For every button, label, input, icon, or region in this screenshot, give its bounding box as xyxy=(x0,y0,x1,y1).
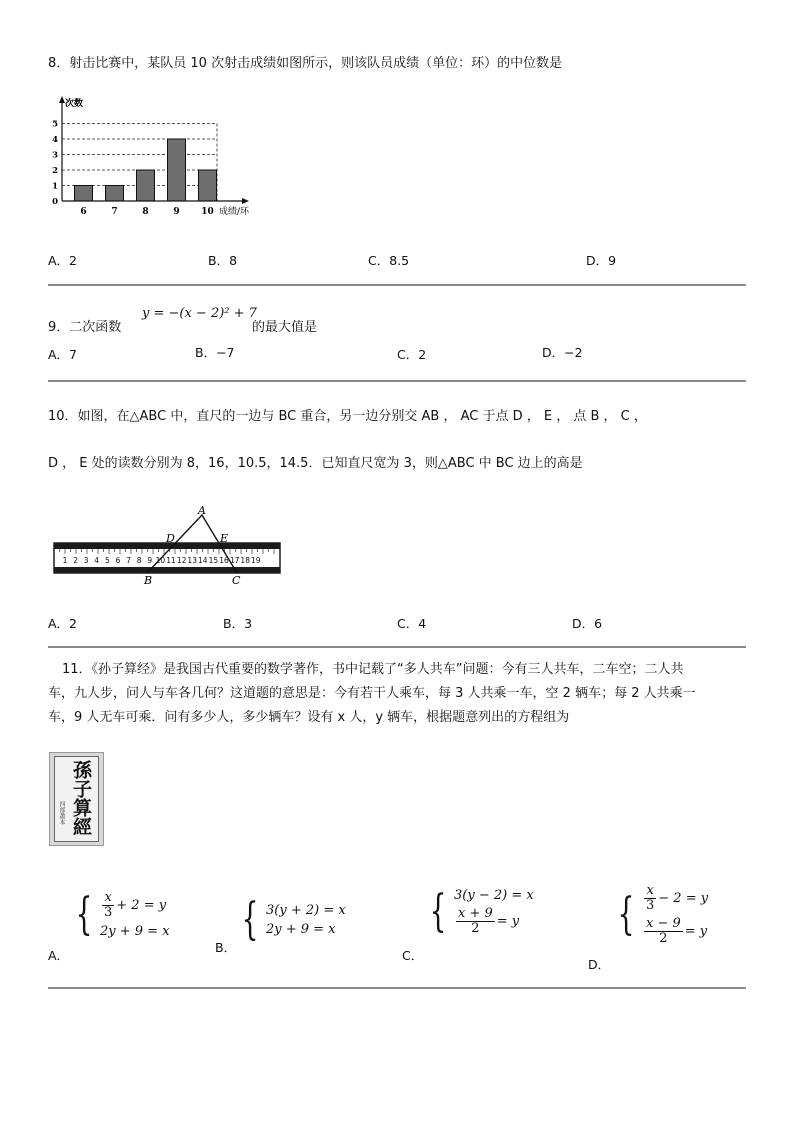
bar xyxy=(199,170,217,201)
ruler-number: 17 xyxy=(229,556,240,565)
q10-option-c[interactable]: C．4 xyxy=(397,616,427,631)
book-cover-image xyxy=(49,752,104,846)
q9-option-d[interactable]: D．−2 xyxy=(542,345,583,360)
ruler-number: 6 xyxy=(115,556,121,565)
ruler-number: 18 xyxy=(240,556,250,565)
q10-option-b[interactable]: B．3 xyxy=(223,616,253,631)
y-tick-label: 1 xyxy=(52,181,58,192)
ruler-number: 5 xyxy=(105,556,110,565)
divider xyxy=(48,284,746,286)
q9-option-a[interactable]: A．7 xyxy=(48,347,78,362)
ruler-number: 3 xyxy=(83,556,89,565)
q11-system-b[interactable]: { 3(y + 2) = x 2y + 9 = x xyxy=(241,894,346,945)
ruler-number: 8 xyxy=(136,556,142,565)
x-tick-label: 8 xyxy=(142,207,149,216)
q11-system-d[interactable]: { $\frac{x}{3}$ − 2 = y $\frac{x - 9}{2}$ = y xyxy=(617,883,709,946)
ruler-number: 4 xyxy=(94,556,100,565)
divider xyxy=(48,380,746,382)
q9-formula: y = −(x − 2)² + 7 xyxy=(142,306,257,321)
bar xyxy=(168,139,186,201)
q11-system-c[interactable]: { 3(y − 2) = x $\frac{x + 9}{2}$ = y xyxy=(429,886,534,937)
book-side-text: 四部叢本 xyxy=(58,801,65,825)
y-tick-label: 3 xyxy=(52,150,58,161)
q10-line2: D ， E 处的读数分别为 8，16，10.5，14.5．已知直尺宽为 3，则△ABC 中 BC 边上的高是 xyxy=(48,456,583,471)
label-a: A xyxy=(198,505,206,517)
ruler-number: 15 xyxy=(208,556,219,565)
q11-option-d-label[interactable]: D． xyxy=(588,957,611,972)
q10-line1: 10．如图，在△ABC 中，直尺的一边与 BC 重合，另一边分别交 AB ， AC 于点 D ， E ， 点 B ， C ， xyxy=(48,409,647,424)
book-title: 孫子算經 xyxy=(70,760,92,836)
ruler-number: 16 xyxy=(219,556,229,565)
q11-system-a[interactable]: { $\frac{x}{3}$ + 2 = y 2y + 9 = x xyxy=(75,889,170,940)
q8-option-b[interactable]: B．8 xyxy=(208,253,238,268)
q11-line1: 11．《孙子算经》是我国古代重要的数学著作，书中记载了“多人共车”问题：今有三人共车，二车空；二人共 xyxy=(62,662,684,677)
x-tick-label: 9 xyxy=(173,207,180,216)
q8-bar-chart xyxy=(44,96,274,216)
book-title-vertical xyxy=(68,760,94,840)
q11-option-b-label[interactable]: B． xyxy=(215,940,237,955)
ruler-number: 19 xyxy=(251,556,261,565)
q10-ruler-triangle-figure xyxy=(52,505,284,587)
divider xyxy=(48,646,746,648)
bar xyxy=(137,170,155,201)
label-e: E xyxy=(220,532,229,545)
ruler-number: 11 xyxy=(166,556,176,565)
q11-line3: 车，9 人无车可乘．问有多少人，多少辆车？设有 x 人，y 辆车，根据题意列出的方程组为 xyxy=(48,710,570,725)
label-d: D xyxy=(166,532,175,545)
q9-option-c[interactable]: C．2 xyxy=(397,347,427,362)
ruler-number: 10 xyxy=(155,556,166,565)
label-c: C xyxy=(232,574,241,587)
x-axis-label: 成绩/环 xyxy=(219,207,250,216)
ruler-number: 14 xyxy=(198,556,208,565)
bar xyxy=(75,186,93,202)
ruler-number: 2 xyxy=(73,556,78,565)
q8-stem: 8．射击比赛中，某队员 10 次射击成绩如图所示，则该队员成绩（单位：环）的中位数是 xyxy=(48,56,563,71)
ruler-number: 9 xyxy=(147,556,153,565)
q8-option-c[interactable]: C．8.5 xyxy=(368,253,410,268)
y-tick-label: 0 xyxy=(52,197,58,207)
q10-option-a[interactable]: A．2 xyxy=(48,616,78,631)
q11-line2: 车，九人步，问人与车各几何？这道题的意思是：今有若干人乘车，每 3 人共乘一车，空 2 辆车；每 2 人共乘一 xyxy=(48,686,696,701)
q10-option-d[interactable]: D．6 xyxy=(572,616,603,631)
q9-stem-suffix: 的最大值是 xyxy=(252,320,318,335)
q11-option-a-label[interactable]: A． xyxy=(48,948,70,963)
q11-option-c-label[interactable]: C． xyxy=(402,948,424,963)
y-tick-label: 4 xyxy=(52,135,58,145)
q9-stem-prefix: 9．二次函数 xyxy=(48,320,122,335)
x-axis-arrow xyxy=(242,198,249,204)
q8-option-a[interactable]: A．2 xyxy=(48,253,78,268)
y-axis-label: 次数 xyxy=(65,99,84,109)
x-tick-label: 10 xyxy=(201,207,214,216)
ruler-number: 12 xyxy=(176,556,187,565)
x-tick-label: 7 xyxy=(111,207,118,216)
bar xyxy=(106,186,124,202)
ruler-number: 13 xyxy=(187,556,197,565)
q8-option-d[interactable]: D．9 xyxy=(586,253,617,268)
q9-option-b[interactable]: B．−7 xyxy=(195,345,235,360)
y-tick-label: 2 xyxy=(52,166,58,176)
ruler-number: 1 xyxy=(62,556,68,565)
ruler-number: 7 xyxy=(126,556,131,565)
x-tick-label: 6 xyxy=(80,207,87,216)
divider xyxy=(48,987,746,989)
label-b: B xyxy=(144,574,153,587)
y-tick-label: 5 xyxy=(52,119,58,130)
